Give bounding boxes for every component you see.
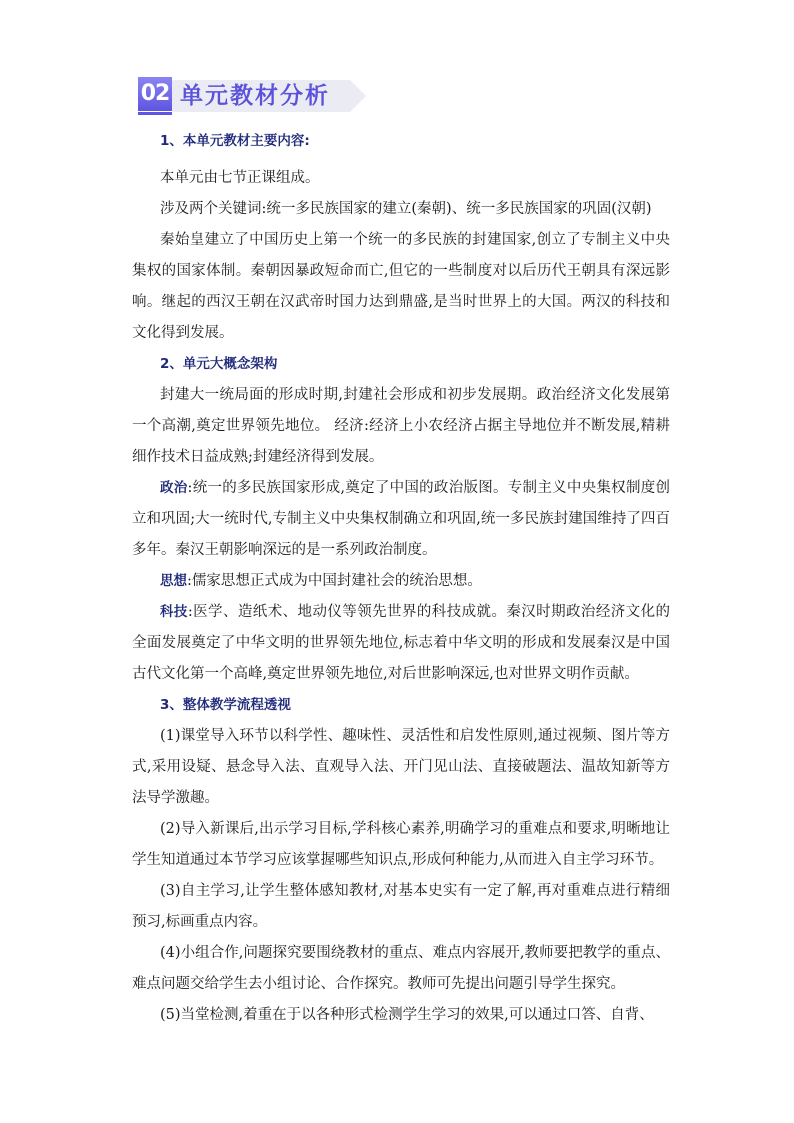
thought-text: :儒家思想正式成为中国封建社会的统治思想。 (187, 573, 482, 589)
politics-text: :统一的多民族国家形成,奠定了中国的政治版图。专制主义中央集权制度创立和巩固;大一统时代,专制主义中央集权制确立和巩固,统一多民族封建国维持了四百多年。秦汉王朝影响深远的是一系列政治制度。 (132, 480, 670, 558)
section-banner (138, 74, 370, 116)
list-item: (1)课堂导入环节以科学性、趣味性、灵活性和启发性原则,通过视频、图片等方式,采用设疑、悬念导入法、直观导入法、开门见山法、直接破题法、温故知新等方法导学激趣。 (132, 728, 670, 806)
section-1-paragraph: 秦始皇建立了中国历史上第一个统一的多民族的封建国家,创立了专制主义中央集权的国家体制。秦朝因暴政短命而亡,但它的一些制度对以后历代王朝具有深远影响。继起的西汉王朝在汉武帝时国力达到鼎盛,是当时世界上的大国。两汉的科技和文化得到发展。 (132, 232, 670, 341)
section-2-heading: 2、单元大概念架构 (160, 356, 278, 372)
document-body (132, 126, 670, 1031)
politics-paragraph (132, 473, 670, 566)
list-item: (3)自主学习,让学生整体感知教材,对基本史实有一定了解,再对重难点进行精细预习,标画重点内容。 (132, 883, 670, 930)
tech-paragraph (132, 597, 670, 690)
section-1-heading: 1、本单元教材主要内容: (160, 133, 310, 149)
banner-arrow-shape (350, 80, 366, 112)
thought-label: 思想 (160, 573, 187, 589)
section-1-paragraph: 涉及两个关键词:统一多民族国家的建立(秦朝)、统一多民族国家的巩固(汉朝) (160, 201, 652, 217)
banner-title: 单元教材分析 (180, 83, 330, 109)
section-3-heading: 3、整体教学流程透视 (160, 697, 291, 713)
list-item: (5)当堂检测,着重在于以各种形式检测学生学习的效果,可以通过口答、自背、 (160, 1007, 654, 1023)
tech-label: 科技 (160, 604, 188, 620)
thought-paragraph (132, 566, 670, 597)
list-item: (4)小组合作,问题探究要围绕教材的重点、难点内容展开,教师要把教学的重点、难点问题交给学生去小组讨论、合作探究。教师可先提出问题引导学生探究。 (132, 945, 670, 992)
section-1-paragraph: 本单元由七节正课组成。 (160, 170, 320, 186)
banner-number: 02 (138, 77, 172, 111)
section-2-paragraph: 封建大一统局面的形成时期,封建社会形成和初步发展期。政治经济文化发展第一个高潮,奠定世界领先地位。 经济:经济上小农经济占据主导地位并不断发展,精耕细作技术日益成熟;封建经济得到发展。 (132, 387, 670, 465)
tech-text: :医学、造纸术、地动仪等领先世界的科技成就。秦汉时期政治经济文化的全面发展奠定了中华文明的世界领先地位,标志着中华文明的形成和发展秦汉是中国古代文化第一个高峰,奠定世界领先地位,对后世影响深远,也对世界文明作贡献。 (132, 604, 671, 682)
politics-label: 政治 (160, 480, 188, 496)
list-item: (2)导入新课后,出示学习目标,学科核心素养,明确学习的重难点和要求,明晰地让学生知道通过本节学习应该掌握哪些知识点,形成何种能力,从而进入自主学习环节。 (132, 821, 670, 868)
